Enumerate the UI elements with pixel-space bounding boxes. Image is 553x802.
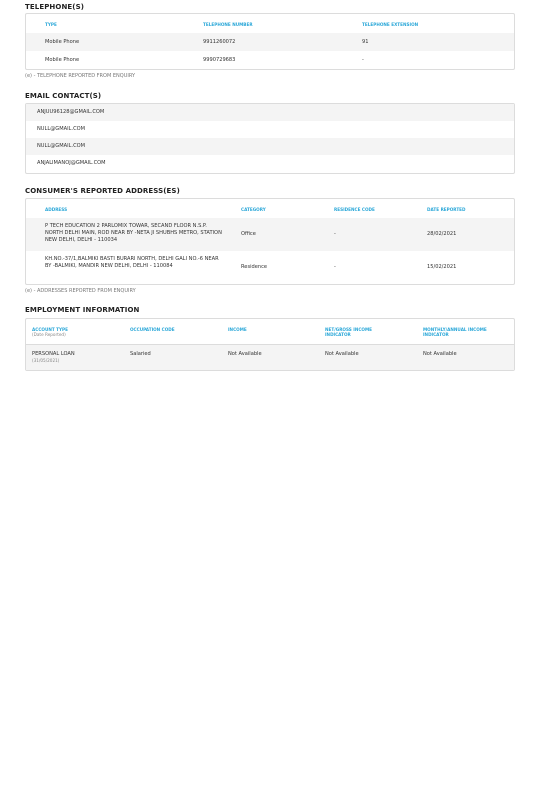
list-item (26, 104, 514, 121)
table-row (26, 345, 514, 370)
col-header-account-type (32, 327, 68, 338)
col-header-date-reported: DATE REPORTED (427, 207, 466, 212)
residence-code: - (334, 231, 336, 237)
col-header-type: TYPE (45, 22, 57, 27)
address-category: Office (241, 231, 256, 237)
account-date-value: (31/05/2021) (32, 358, 60, 363)
email-value: ANJALIMANOJ@GMAIL.COM (37, 160, 106, 166)
date-reported: 15/02/2021 (427, 264, 457, 270)
table-row (26, 33, 514, 51)
income-value: Not Available (228, 351, 262, 357)
phone-number: 9911260072 (203, 39, 236, 45)
col-header-occupation-code: OCCUPATION CODE (130, 327, 175, 332)
phone-number: 9990729683 (203, 57, 236, 63)
account-type-cell (32, 351, 75, 364)
addresses-table (25, 198, 515, 285)
occupation-value: Salaried (130, 351, 151, 357)
email-value: NULL@GMAIL.COM (37, 126, 86, 132)
net-gross-value: Not Available (325, 351, 359, 357)
account-type-value: PERSONAL LOAN (32, 351, 75, 357)
telephones-title: TELEPHONE(S) (25, 3, 85, 11)
emails-title: EMAIL CONTACT(S) (25, 92, 102, 100)
list-item (26, 121, 514, 138)
addresses-note: (e) - ADDRESSES REPORTED FROM ENQUIRY (25, 288, 136, 294)
list-item (26, 138, 514, 155)
telephones-note: (e) - TELEPHONE REPORTED FROM ENQUIRY (25, 73, 136, 79)
table-row (26, 251, 514, 284)
phone-type: Mobile Phone (45, 57, 80, 63)
list-item (26, 155, 514, 172)
residence-code: - (334, 264, 336, 270)
addresses-title: CONSUMER'S REPORTED ADDRESS(ES) (25, 187, 180, 195)
phone-type: Mobile Phone (45, 39, 80, 45)
address-text: P TECH EDUCATION 2 PARLOMIX TOWAR, SECAND FLOOR N.S.P. NORTH DELHI MAIN, ROD NEAR BY -NETA JI SHUBHS METRO, STATION NEW DELHI, DELHI - 110034 (45, 223, 222, 243)
col-header-telephone-extension: TELEPHONE EXTENSION (362, 22, 419, 27)
telephones-table (25, 13, 515, 70)
account-type-label: ACCOUNT TYPE (32, 327, 68, 332)
col-header-address: ADDRESS (45, 207, 68, 212)
date-reported: 28/02/2021 (427, 231, 457, 237)
table-row (26, 51, 514, 69)
date-reported-label: (Date Reported) (32, 332, 66, 337)
address-text: KH.NO.-37/1,BALMIKI BASTI BURARI NORTH, DELHI GALI NO.-6 NEAR BY -BALMIKI, MANDIR NEW DELHI, DELHI - 110084 (45, 256, 219, 269)
employment-table (25, 318, 515, 371)
emails-list (25, 103, 515, 174)
phone-extension: - (362, 57, 364, 63)
email-value: ANJUU96128@GMAIL.COM (37, 109, 105, 115)
employment-title: EMPLOYMENT INFORMATION (25, 306, 140, 314)
col-header-residence-code: RESIDENCE CODE (334, 207, 375, 212)
col-header-telephone-number: TELEPHONE NUMBER (203, 22, 253, 27)
monthly-annual-value: Not Available (423, 351, 457, 357)
col-header-income: INCOME (228, 327, 247, 332)
phone-extension: 91 (362, 39, 369, 45)
col-header-monthly-annual: MONTHLY/ANNUAL INCOME INDICATOR (423, 327, 487, 337)
col-header-category: CATEGORY (241, 207, 266, 212)
col-header-net-gross: NET/GROSS INCOME INDICATOR (325, 327, 372, 337)
email-value: NULL@GMAIL.COM (37, 143, 86, 149)
table-row (26, 218, 514, 251)
address-category: Residence (241, 264, 268, 270)
